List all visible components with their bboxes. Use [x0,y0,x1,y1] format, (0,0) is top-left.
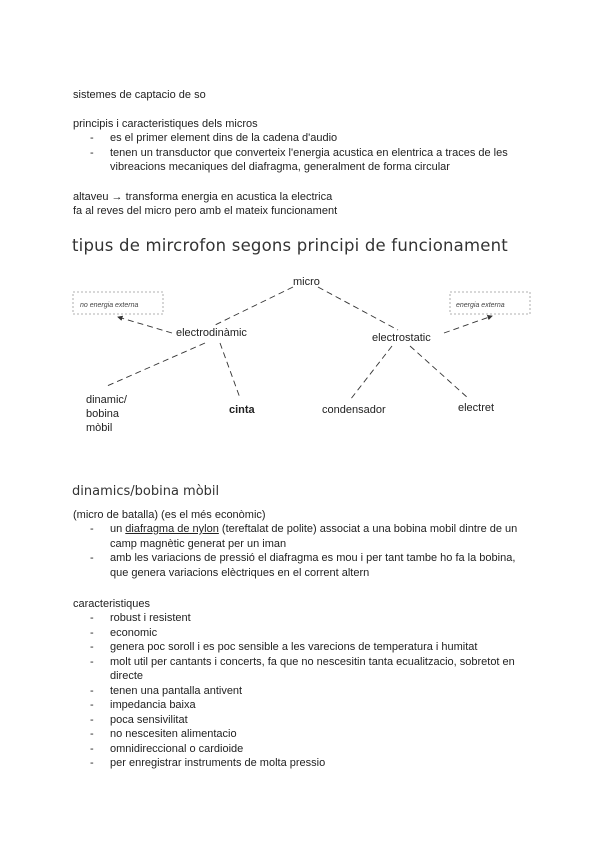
node-micro: micro [293,276,320,288]
edge-electrodinamic-cinta [220,343,240,398]
edge-electrostatic-box [444,316,492,333]
list-item: - robust i resistent [90,611,530,626]
edge-electrostatic-electret [410,346,468,398]
list-item: - tenen un transductor que converteix l'energia acustica en elentrica a traces de les vibreacions mecaniques del diafragma, generalment de forma circular [90,146,530,175]
doc-title: sistemes de captacio de so [73,89,206,101]
list-item: - molt util per cantants i concerts, fa que no nescesitin tanta ecualitzacio, sobretot en directe [90,655,530,684]
list-item: - per enregistrar instruments de molta pressio [90,756,530,771]
list-item: - un diafragma de nylon (tereftalat de polite) associat a una bobina mobil dintre de un camp magnètic generat per un iman [90,522,530,551]
dinamics-subtitle: (micro de batalla) (es el més econòmic) [73,509,266,521]
section-heading-tipus: tipus de mircrofon segons principi de funcionament [72,236,508,255]
dinamics-list [90,522,530,580]
box-energia-label: energia externa [456,302,505,309]
edge-electrostatic-condensador [350,346,392,400]
section-heading-dinamics: dinamics/bobina mòbil [72,484,220,499]
list-item: - poca sensivilitat [90,713,530,728]
list-item: - amb les variacions de pressió el diafragma es mou i per tant tambe ho fa la bobina, que genera variacions elèctriques en el corrent altern [90,551,530,580]
node-cinta: cinta [229,404,255,416]
node-dinamic-1: dinamic/ [86,394,127,406]
list-item: - impedancia baixa [90,698,530,713]
caracteristiques-title: caracteristiques [73,598,151,610]
list-item: - es el primer element dins de la cadena d'audio [90,131,530,146]
principis-list [90,131,530,175]
node-electrodinamic: electrodinàmic [176,327,247,339]
node-condensador: condensador [322,404,386,416]
box-no-energia-label: no energia externa [80,302,139,309]
node-electret: electret [458,402,495,414]
list-item: - economic [90,626,530,641]
edge-micro-electrostatic [318,287,398,330]
edge-micro-electrodinamic [215,287,293,325]
caracteristiques-list [90,611,530,771]
node-dinamic-2: bobina [86,408,120,420]
altaveu-line-2: fa al reves del micro pero amb el mateix funcionament [73,205,338,217]
microphone-types-diagram [0,265,600,445]
list-item: - tenen una pantalla antivent [90,684,530,699]
node-electrostatic: electrostatic [372,332,431,344]
edge-electrodinamic-dinamic [107,343,205,386]
principis-title: principis i caracteristiques dels micros [73,118,258,130]
edge-electrodinamic-box [118,317,172,333]
altaveu-line-1: altaveu → transforma energia en acustica la electrica [73,191,333,203]
list-item: - omnidireccional o cardioide [90,742,530,757]
list-item: - genera poc soroll i es poc sensible a les varecions de temperatura i humitat [90,640,530,655]
list-item: - no nescesiten alimentacio [90,727,530,742]
underlined-term: diafragma de nylon [125,523,219,535]
node-dinamic-3: mòbil [86,422,113,434]
